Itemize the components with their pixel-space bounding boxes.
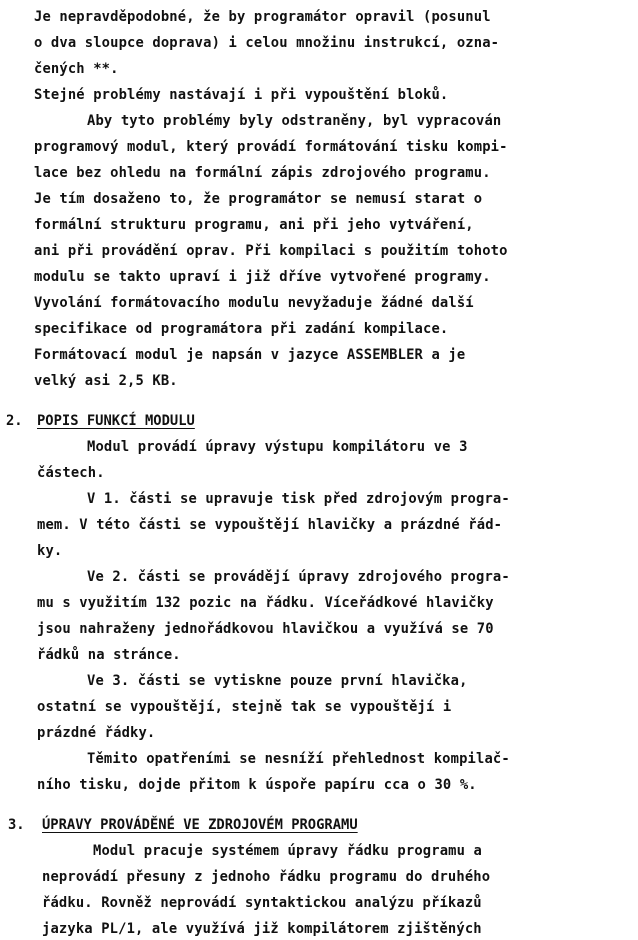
- text-line: Vyvolání formátovacího modulu nevyžaduje žádné další: [34, 295, 474, 311]
- text-line: lace bez ohledu na formální zápis zdrojového programu.: [34, 165, 491, 181]
- text-line: čených **.: [34, 61, 119, 77]
- text-line: Aby tyto problémy byly odstraněny, byl vypracován: [87, 113, 502, 129]
- text-line: o dva sloupce doprava) i celou množinu instrukcí, ozna-: [34, 35, 500, 51]
- text-line: Těmito opatřeními se nesníží přehlednost kompilač-: [87, 751, 510, 767]
- text-line: ostatní se vypouštějí, stejně tak se vypouštějí i: [37, 699, 452, 715]
- text-line: Modul pracuje systémem úpravy řádku programu a: [93, 843, 482, 859]
- text-line: velký asi 2,5 KB.: [34, 373, 178, 389]
- text-line: V 1. části se upravuje tisk před zdrojovým progra-: [87, 491, 510, 507]
- section-3-number: 3.: [8, 817, 25, 833]
- text-line: ky.: [37, 543, 63, 559]
- section-3-title: ÚPRAVY PROVÁDĚNÉ VE ZDROJOVÉM PROGRAMU: [42, 817, 358, 833]
- text-line: formální strukturu programu, ani při jeho vytváření,: [34, 217, 474, 233]
- text-line: mem. V této části se vypouštějí hlavičky a prázdné řád-: [37, 517, 503, 533]
- text-line: řádku. Rovněž neprovádí syntaktickou analýzu příkazů: [42, 895, 482, 911]
- text-line: specifikace od programátora při zadání kompilace.: [34, 321, 449, 337]
- text-line: jazyka PL/1, ale využívá již kompilátorem zjištěných: [42, 921, 482, 937]
- text-line: programový modul, který provádí formátování tisku kompi-: [34, 139, 508, 155]
- text-line: Modul provádí úpravy výstupu kompilátoru ve 3: [87, 439, 468, 455]
- text-line: Je tím dosaženo to, že programátor se nemusí starat o: [34, 191, 483, 207]
- text-line: prázdné řádky.: [37, 725, 156, 741]
- text-line: modulu se takto upraví i již dříve vytvořené programy.: [34, 269, 491, 285]
- text-line: Ve 2. části se provádějí úpravy zdrojového progra-: [87, 569, 510, 585]
- section-2-number: 2.: [6, 413, 23, 429]
- text-line: neprovádí přesuny z jednoho řádku programu do druhého: [42, 869, 491, 885]
- text-line: Stejné problémy nastávají i při vypouštění bloků.: [34, 87, 449, 103]
- text-line: ního tisku, dojde přitom k úspoře papíru cca o 30 %.: [37, 777, 477, 793]
- text-line: ani při provádění oprav. Při kompilaci s použitím tohoto: [34, 243, 508, 259]
- text-line: řádků na stránce.: [37, 647, 181, 663]
- section-2-title: POPIS FUNKCÍ MODULU: [37, 413, 195, 429]
- text-line: Je nepravděpodobné, že by programátor opravil (posunul: [34, 9, 491, 25]
- text-line: Ve 3. části se vytiskne pouze první hlavička,: [87, 673, 468, 689]
- text-line: jsou nahraženy jednořádkovou hlavičkou a využívá se 70: [37, 621, 494, 637]
- text-line: mu s využitím 132 pozic na řádku. Víceřádkové hlavičky: [37, 595, 494, 611]
- text-line: částech.: [37, 465, 105, 481]
- text-line: Formátovací modul je napsán v jazyce ASSEMBLER a je: [34, 347, 466, 363]
